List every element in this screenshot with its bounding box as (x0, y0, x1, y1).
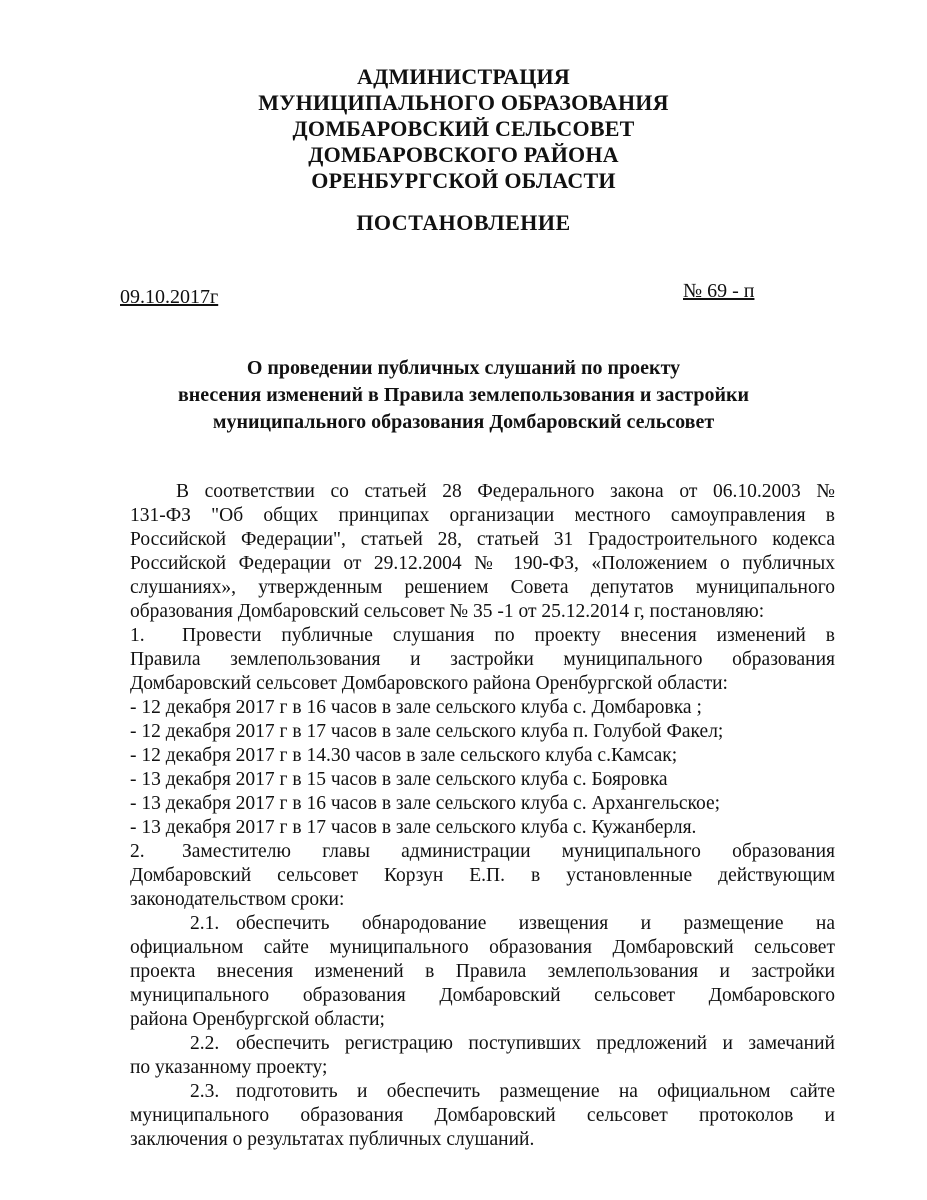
item-number: 1. (130, 625, 145, 646)
subitem-2-1-line: официальном сайте муниципального образования Домбаровский сельсовет (130, 937, 835, 958)
subitem-2-1-line (130, 912, 835, 936)
preamble-line: образования Домбаровский сельсовет № 35 -1 от 25.12.2014 г, постановляю: (130, 601, 765, 622)
document-date: 09.10.2017г (120, 286, 219, 308)
subitem-2-1-line: муниципального образования Домбаровский сельсовет Домбаровского (130, 985, 835, 1006)
subitem-text: подготовить и обеспечить размещение на официальном сайте (236, 1081, 835, 1102)
document-subject (0, 355, 927, 436)
document-type-title: ПОСТАНОВЛЕНИЕ (356, 210, 571, 235)
item-2-line (130, 840, 835, 864)
subitem-2-1-line: района Оренбургской области; (130, 1009, 385, 1030)
item-1-line: Домбаровский сельсовет Домбаровского района Оренбургской области: (130, 673, 728, 694)
preamble-line: В соответствии со статьей 28 Федерального закона от 06.10.2003 № (176, 481, 835, 502)
item-1-line (130, 624, 835, 648)
preamble-line: Российской Федерации", статьей 28, статьей 31 Градостроительного кодекса (130, 529, 835, 550)
schedule-item: - 13 декабря 2017 г в 16 часов в зале сельского клуба с. Архангельское; (130, 793, 721, 814)
schedule-item: - 12 декабря 2017 г в 17 часов в зале сельского клуба п. Голубой Факел; (130, 721, 724, 742)
subitem-number: 2.1. (190, 913, 220, 934)
subitem-text: обеспечить обнародование извещения и размещение на (236, 913, 835, 934)
item-2-line: Домбаровский сельсовет Корзун Е.П. в установленные действующим (130, 865, 835, 886)
subitem-text: обеспечить регистрацию поступивших предложений и замечаний (236, 1033, 835, 1054)
item-text: Заместителю главы администрации муниципального образования (182, 841, 835, 862)
subject-line: муниципального образования Домбаровский сельсовет (212, 411, 715, 433)
preamble-line: слушаниях», утвержденным решением Совета депутатов муниципального (130, 577, 835, 598)
schedule-item: - 13 декабря 2017 г в 17 часов в зале сельского клуба с. Кужанберля. (130, 817, 697, 838)
schedule-item: - 13 декабря 2017 г в 15 часов в зале сельского клуба с. Бояровка (130, 769, 668, 790)
item-2-line: законодательством сроки: (130, 889, 345, 910)
document-number: № 69 - п (683, 280, 755, 302)
preamble-line: Российской Федерации от 29.12.2004 № 190-ФЗ, «Положением о публичных (130, 553, 835, 574)
subject-line: внесения изменений в Правила землепользования и застройки (177, 384, 750, 406)
schedule-item: - 12 декабря 2017 г в 16 часов в зале сельского клуба с. Домбаровка ; (130, 697, 702, 718)
subitem-number: 2.3. (190, 1081, 220, 1102)
item-number: 2. (130, 841, 145, 862)
header-line: ДОМБАРОВСКИЙ СЕЛЬСОВЕТ (292, 116, 635, 141)
subitem-2-1-line: проекта внесения изменений в Правила землепользования и застройки (130, 961, 835, 982)
header-line: МУНИЦИПАЛЬНОГО ОБРАЗОВАНИЯ (258, 90, 669, 115)
item-1-line: Правила землепользования и застройки муниципального образования (130, 649, 835, 670)
subitem-2-2-line (130, 1032, 835, 1056)
header-line: ОРЕНБУРГСКОЙ ОБЛАСТИ (311, 168, 616, 193)
subitem-2-3-line: заключения о результатах публичных слушаний. (130, 1129, 535, 1150)
preamble-line: 131-ФЗ "Об общих принципах организации местного самоуправления в (130, 505, 835, 526)
subitem-2-3-line: муниципального образования Домбаровский сельсовет протоколов и (130, 1105, 835, 1126)
subitem-2-2-line: по указанному проекту; (130, 1057, 328, 1078)
subitem-2-3-line (130, 1080, 835, 1104)
header-line: АДМИНИСТРАЦИЯ (357, 64, 570, 89)
subject-line: О проведении публичных слушаний по проекту (246, 357, 681, 379)
schedule-item: - 12 декабря 2017 г в 14.30 часов в зале сельского клуба с.Камсак; (130, 745, 678, 766)
issuer-header (0, 64, 927, 194)
header-line: ДОМБАРОВСКОГО РАЙОНА (308, 142, 619, 167)
document-body (130, 480, 835, 1152)
item-text: Провести публичные слушания по проекту внесения изменений в (182, 625, 835, 646)
subitem-number: 2.2. (190, 1033, 220, 1054)
